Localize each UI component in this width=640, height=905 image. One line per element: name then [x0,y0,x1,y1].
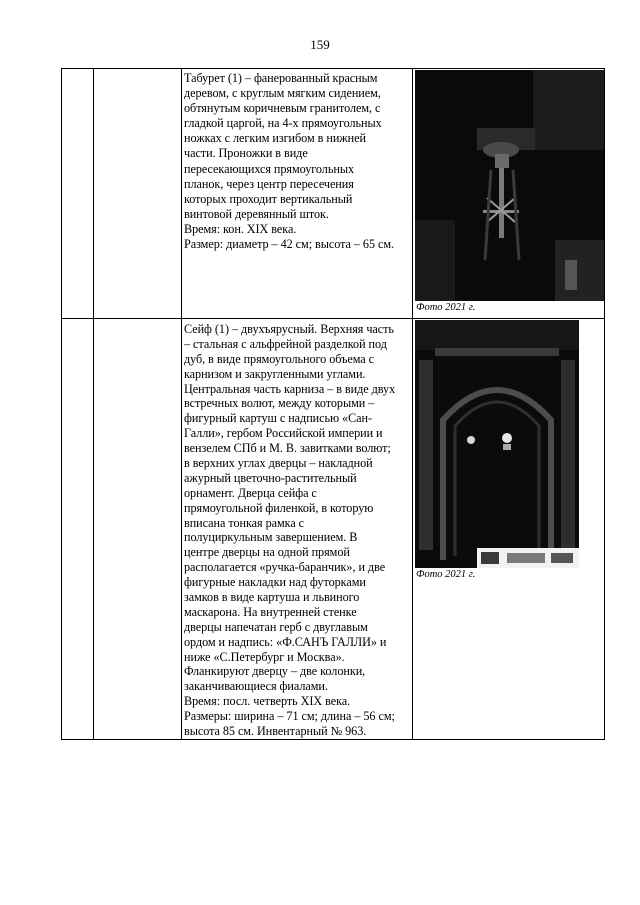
description-line: Размер: диаметр – 42 см; высота – 65 см. [184,237,395,252]
description-line: заканчивающиеся фиалами. [184,679,328,694]
description-line: которых проходит вертикальный [184,191,353,206]
row-1-name-cell [94,69,181,318]
description-line: Время: кон. XIX века. [184,221,297,236]
description-line: располагается «ручка-баранчик», и две [184,560,386,575]
row-2-number-cell [62,319,93,739]
description-line: встречных волют, между которыми – [184,396,375,411]
description-line: полуциркульным завершением. В [184,530,358,545]
description-line: прямоугольной филенкой, в которую [184,500,374,515]
description-line: Фланкируют дверцу – две колонки, [184,664,366,679]
description-line: обтянутым коричневым гранитолем, с [184,101,381,116]
description-line: фигурный картуш с надписью «Сан- [184,411,373,426]
description-line: гладкой царгой, на 4-х прямоугольных [184,116,382,131]
description-line: Размеры: ширина – 71 см; длина – 56 см; [184,709,395,724]
description-line: ножках с легким изгибом в нижней [184,131,366,146]
description-line: карнизом и закругленными углами. [184,366,366,381]
description-line: замков в виде картуша и львиного [184,590,360,605]
column-divider [181,69,182,739]
stool-photo [415,70,604,301]
description-line: дверцы напечатан герб с двуглавым [184,619,368,634]
description-line: высота 85 см. Инвентарный № 963. [184,724,367,739]
photo-caption: Фото 2021 г. [416,569,476,580]
description-line: Табурет (1) – фанерованный красным [184,71,378,85]
description-line: ниже «С.Петербург и Москва». [184,649,345,664]
description-line: центре дверцы на одной прямой [184,545,350,560]
description-line: планок, через центр пересечения [184,176,354,191]
description-line: фигурные накладки над футорками [184,575,366,590]
safe-photo [415,320,579,568]
safe-description [184,322,410,739]
description-line: деревом, с круглым мягким сидением, [184,86,381,101]
row-1-number-cell [62,69,93,318]
column-divider [412,69,413,739]
description-line: в верхних углах дверцы – накладной [184,456,373,471]
row-2-name-cell [94,319,181,739]
description-line: пересекающихся прямоугольных [184,161,354,176]
description-line: Время: посл. четверть XIX века. [184,694,351,709]
description-line: винтовой деревянный шток. [184,206,329,221]
description-line: – стальная с альфрейной разделкой под [184,336,387,351]
description-line: маскарона. На внутренней стенке [184,604,357,619]
description-line: вензелем СПб и М. В. завитками волют; [184,441,391,456]
photo-caption: Фото 2021 г. [416,302,476,313]
description-line: части. Проножки в виде [184,146,308,161]
description-line: Центральная часть карниза – в виде двух [184,381,396,396]
description-line: орнамент. Дверца сейфа с [184,485,317,500]
description-line: ажурный цветочно-растительный [184,470,357,485]
stool-description [184,71,410,252]
description-line: ордом и надпись: «Ф.САНЪ ГАЛЛИ» и [184,634,387,649]
description-line: Сейф (1) – двухъярусный. Верхняя часть [184,322,394,336]
description-line: вписана тонкая рамка с [184,515,305,530]
description-line: Галли», гербом Российской империи и [184,426,383,441]
description-line: дуб, в виде прямоугольного объема с [184,351,374,366]
page-number: 159 [310,37,330,52]
